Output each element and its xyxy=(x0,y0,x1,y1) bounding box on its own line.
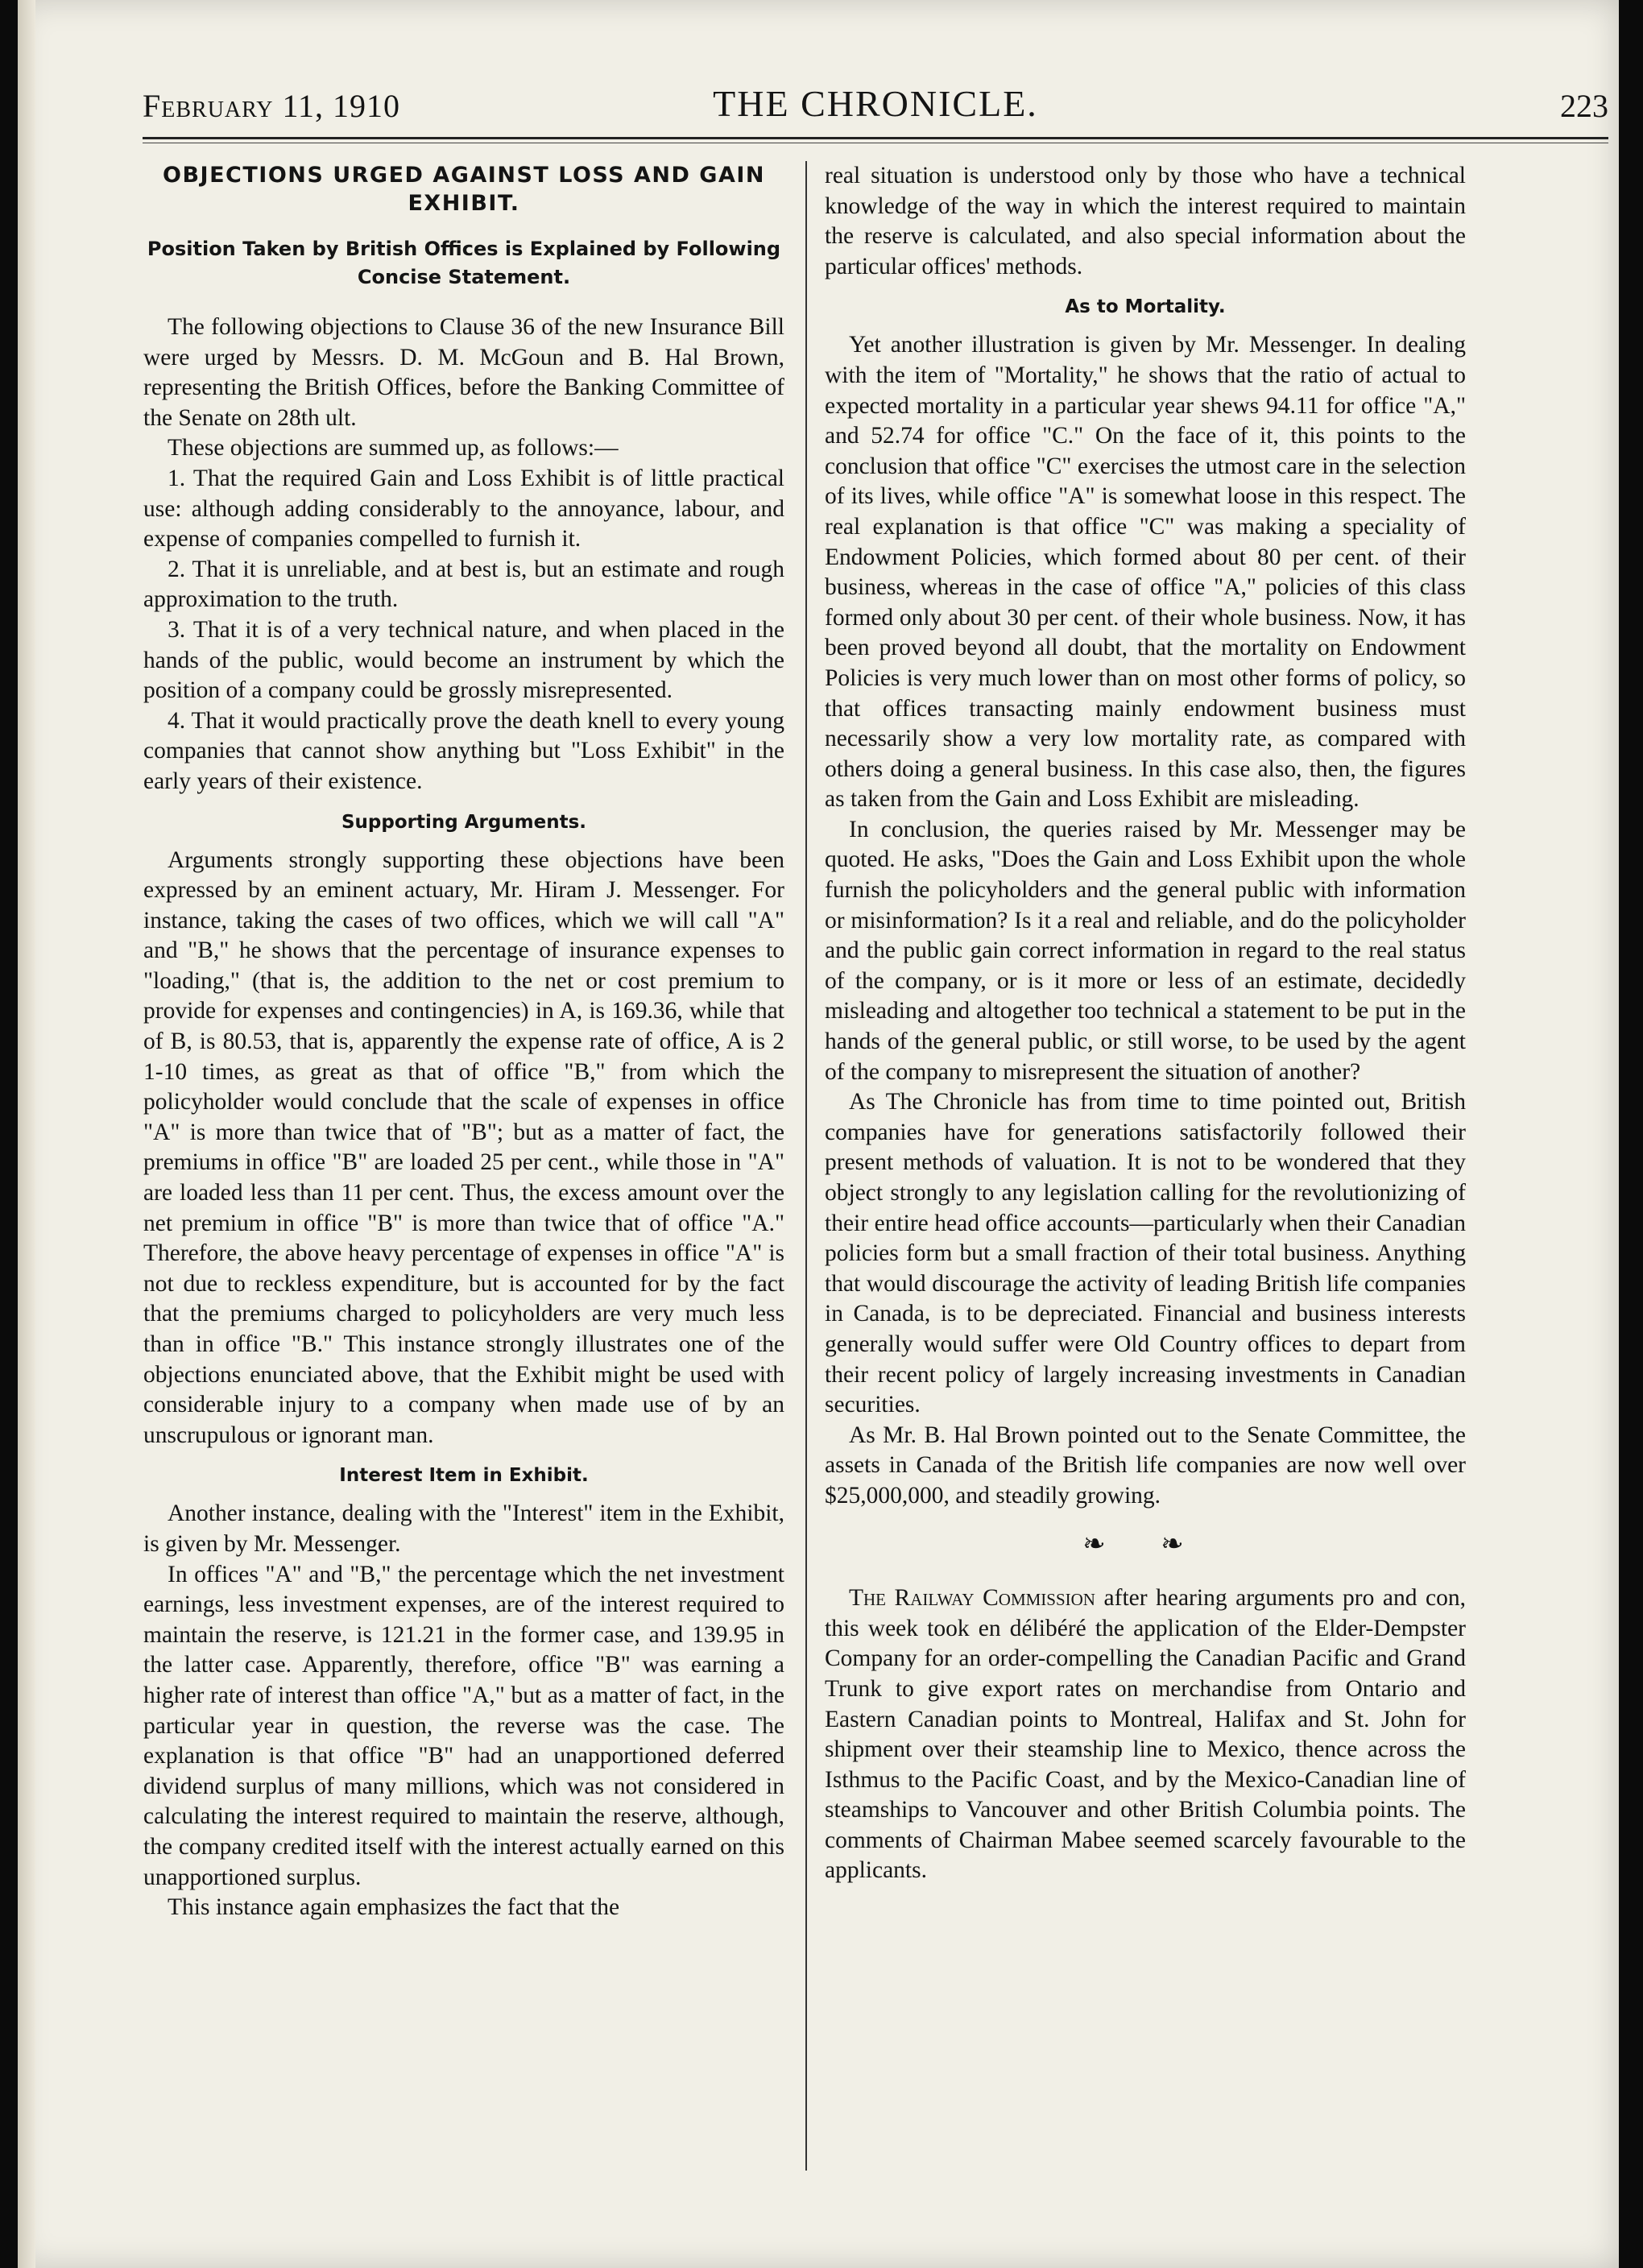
column-divider xyxy=(805,161,807,2171)
issue-date: February 11, 1910 xyxy=(143,88,401,124)
paragraph: As The Chronicle has from time to time pointed out, British companies have for generations satisfactorily followed their present methods of valuation. It is not to be wondered that they object strongly to any legislation calling for the revolutionizing of their entire head office accounts—particularly when their Canadian policies form but a small fraction of their total business. Anything that would discourage the activity of leading British life companies in Canada, is to be depreciated. Financial and business interests generally would suffer were Old Country offices to depart from their recent policy of largely increasing investments in Canadian securities. xyxy=(825,1089,1466,1418)
list-item: 2. That it is unreliable, and at best is, but an estimate and rough approximation to the truth. xyxy=(143,556,784,613)
section-heading: As to Mortality. xyxy=(1065,296,1226,318)
header-rule xyxy=(143,137,1608,139)
paragraph: In conclusion, the queries raised by Mr. Messenger may be quoted. He asks, "Does the Gain and Loss Exhibit upon the whole furnish the policyholders and the general public with information or misinformation? Is it a real and reliable, and do the policyholder and the public gain correct information in regard to the real status of the company, or is it more or less of an estimate, decidedly misleading and altogether too technical a statement to be put in the hands of the general public, or still worse, to be used by the agent of the company to misrepresent the situation of another? xyxy=(825,816,1466,1085)
railway-text: after hearing arguments pro and con, this week took en délibéré the application of the Elder-Dempster Company for an order-compelling the Canadian Pacific and Grand Trunk to give export rates on merchandise from Ontario and Eastern Canadian points to Montreal, Halifax and St. John for shipment over their steamship line to Mexico, thence across the Isthmus to the Pacific Coast, and by the Mexico-Canadian line of steamships to Vancouver and other British Columbia points. The comments of Chairman Mabee seemed scarcely favourable to the applicants. xyxy=(825,1585,1466,1884)
paragraph: Yet another illustration is given by Mr. Messenger. In dealing with the item of "Mortality," he shows that the ratio of actual to expected mortality in a particular year shews 94.11 for office "A," and 52.74 for office "C." On the face of it, this points to the conclusion that office "C" exercises the utmost care in the selection of its lives, while office "A" is somewhat loose in this respect. The real explanation is that office "C" was making a speciality of Endowment Policies, which formed about 80 per cent. of their business, whereas in the case of office "A," policies of this class formed only about 30 per cent. of their whole business. Now, it has been proved beyond all doubt, that the mortality on Endowment Policies is very much lower than on most other forms of policy, so that offices transacting mainly endowment business must necessarily show a very low mortality rate, as compared with others doing a general business. In this case also, then, the figures as taken from the Gain and Loss Exhibit are misleading. xyxy=(825,332,1466,813)
section-ornament: ❧ ❧ xyxy=(1082,1529,1208,1559)
railway-paragraph xyxy=(825,1583,1466,1886)
paragraph: As Mr. B. Hal Brown pointed out to the Senate Committee, the assets in Canada of the British life companies are now well over $25,000,000, and steadily growing. xyxy=(825,1422,1466,1509)
section-heading: Interest Item in Exhibit. xyxy=(339,1465,589,1487)
right-column xyxy=(825,161,1466,1886)
list-item: 4. That it would practically prove the death knell to every young companies that cannot show anything but "Loss Exhibit" in the early years of their existence. xyxy=(143,707,784,794)
article-headline: OBJECTIONS URGED AGAINST LOSS AND GAIN EXHIBIT. xyxy=(163,163,765,216)
paragraph: Another instance, dealing with the "Interest" item in the Exhibit, is given by Mr. Messenger. xyxy=(143,1500,784,1557)
publication-title: THE CHRONICLE. xyxy=(713,83,1038,124)
page-number: 223 xyxy=(1560,88,1608,124)
paragraph: The following objections to Clause 36 of the new Insurance Bill were urged by Messrs. D. M. McGoun and B. Hal Brown, representing the British Offices, before the Banking Committee of the Senate on 28th ult. xyxy=(143,314,784,431)
list-item: 1. That the required Gain and Loss Exhibit is of little practical use: although adding considerably to the annoyance, labour, and expense of companies compelled to furnish it. xyxy=(143,465,784,553)
newspaper-page xyxy=(18,0,1619,2268)
article-subheadline: Position Taken by British Offices is Explained by Following Concise Statement. xyxy=(147,238,781,288)
section-heading: Supporting Arguments. xyxy=(341,811,587,833)
paragraph: These objections are summed up, as follows:— xyxy=(168,435,619,461)
paragraph: real situation is understood only by those who have a technical knowledge of the way in which the interest required to maintain the reserve is calculated, and also special information about the particular offices' methods. xyxy=(825,163,1466,279)
page-header xyxy=(143,83,1608,135)
paragraph: This instance again emphasizes the fact that the xyxy=(168,1894,620,1921)
paragraph: Arguments strongly supporting these objections have been expressed by an eminent actuary, Mr. Hiram J. Messenger. For instance, taking the cases of two offices, which we will call "A" and "B," he shows that the percentage of insurance expenses to "loading," (that is, the addition to the net or cost premium to provide for expenses and contingencies) in A, is 169.36, while that of B, is 80.53, that is, apparently the expense rate of office, A is 2 1-10 times, as great as that of office "B," from which the policyholder would conclude that the scale of expenses in office "A" is more than twice that of "B"; but as a matter of fact, the premiums in office "B" are loaded 25 per cent., while those in "A" are loaded less than 11 per cent. Thus, the excess amount over the net premium in office "B" is more than twice that of office "A." Therefore, the above heavy percentage of expenses in office "A" is not due to reckless expenditure, but is accounted for by the fact that the premiums charged to policyholders are very much less than in office "B." This instance strongly illustrates one of the objections enunciated above, that the Exhibit might be used with considerable injury to a company when made use of by an unscrupulous or ignorant man. xyxy=(143,846,784,1448)
paragraph: In offices "A" and "B," the percentage which the net investment earnings, less investment expenses, are of the interest required to maintain the reserve, is 121.21 in the former case, and 139.95 in the latter case. Apparently, therefore, office "B" was earning a higher rate of interest than office "A," but as a matter of fact, in the particular year in question, the reverse was the case. The explanation is that office "B" had an unapportioned deferred dividend surplus of many millions, which was not considered in calculating the interest required to maintain the reserve, although, the company credited itself with the interest actually earned on this unapportioned surplus. xyxy=(143,1561,784,1890)
railway-lead: The Railway Commission xyxy=(849,1585,1095,1612)
left-column xyxy=(143,161,784,1923)
list-item: 3. That it is of a very technical nature, and when placed in the hands of the public, would become an instrument by which the position of a company could be grossly misrepresented. xyxy=(143,616,784,704)
